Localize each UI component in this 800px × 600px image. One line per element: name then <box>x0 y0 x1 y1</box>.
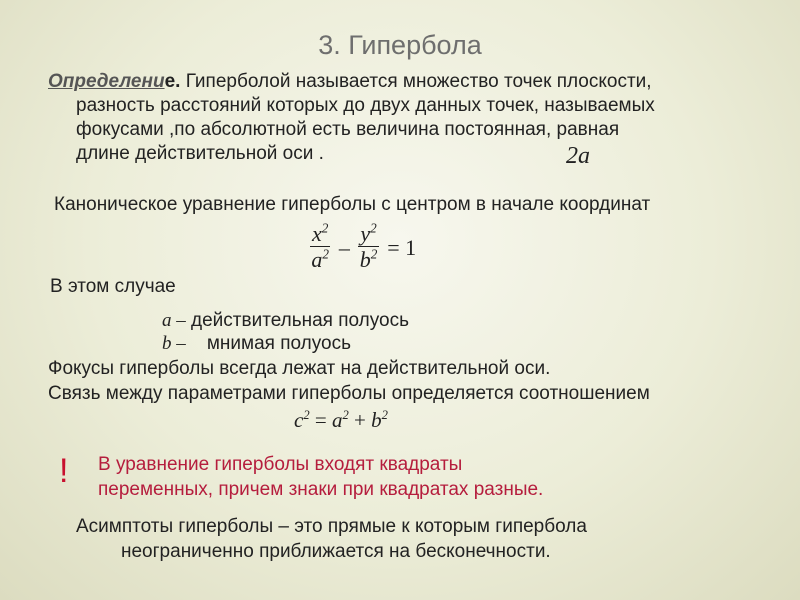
x-fraction <box>310 222 330 273</box>
case-label: В этом случае <box>50 276 176 297</box>
minus-sign: – <box>338 234 350 260</box>
definition-line-2: разность расстояний которых до двух данных точек, называемых <box>76 95 655 116</box>
x-numerator: x <box>312 221 322 246</box>
a-term: a <box>331 408 343 432</box>
b-exponent: 2 <box>370 246 378 262</box>
canonical-equation <box>310 222 419 273</box>
imaginary-semiaxis <box>162 333 351 355</box>
warning-note <box>98 452 658 502</box>
real-semiaxis-text: действительная полуось <box>185 310 409 331</box>
equals-sign: = <box>309 408 332 432</box>
y-denominator: b <box>359 247 371 272</box>
imaginary-semiaxis-text: мнимая полуось <box>185 333 351 354</box>
c-term: c <box>294 408 304 432</box>
asymptotes-line-1: Асимптоты гиперболы – это прямые к которым гипербола <box>76 516 587 537</box>
two-a-formula: 2a <box>566 143 590 169</box>
real-semiaxis <box>162 310 409 332</box>
b-term: b <box>371 408 382 432</box>
real-semiaxis-symbol: a – <box>162 310 186 331</box>
definition-block <box>48 70 768 166</box>
definition-line-1 <box>48 70 768 94</box>
asymptotes-line-2: неограниченно приближается на бесконечности. <box>121 541 551 562</box>
definition-text-1: Гиперболой называется множество точек плоскости, <box>180 71 652 92</box>
definition-line-3: фокусами ,по абсолютной есть величина постоянная, равная <box>76 119 620 140</box>
y-numerator: y <box>360 221 371 246</box>
x-denominator: a <box>311 247 323 272</box>
definition-term: Определени <box>48 71 165 92</box>
equals-one: = 1 <box>387 234 417 260</box>
a2-exponent: 2 <box>342 408 349 422</box>
asymptotes-statement <box>76 514 716 564</box>
a-exponent: 2 <box>322 246 329 262</box>
relation-equation <box>294 408 388 433</box>
y-exponent: 2 <box>370 220 377 236</box>
foci-statement: Фокусы гиперболы всегда лежат на действительной оси. <box>48 358 551 379</box>
warning-line-1: В уравнение гиперболы входят квадраты <box>98 454 463 475</box>
definition-line-4: длине действительной оси . <box>76 143 324 164</box>
exclamation-icon: ! <box>59 452 69 490</box>
x-exponent: 2 <box>321 220 329 236</box>
imaginary-semiaxis-symbol: b – <box>162 333 186 354</box>
relation-statement: Связь между параметрами гиперболы определяется соотношением <box>48 383 650 404</box>
slide-title: 3. Гипербола <box>318 30 482 60</box>
y-fraction <box>358 222 378 273</box>
b2-exponent: 2 <box>381 408 388 422</box>
canonical-equation-label: Каноническое уравнение гиперболы с центром в начале координат <box>54 194 651 215</box>
definition-term-end: е. <box>164 71 181 92</box>
warning-line-2: переменных, причем знаки при квадратах разные. <box>98 479 544 500</box>
c-exponent: 2 <box>303 408 310 422</box>
plus-sign: + <box>348 408 372 432</box>
